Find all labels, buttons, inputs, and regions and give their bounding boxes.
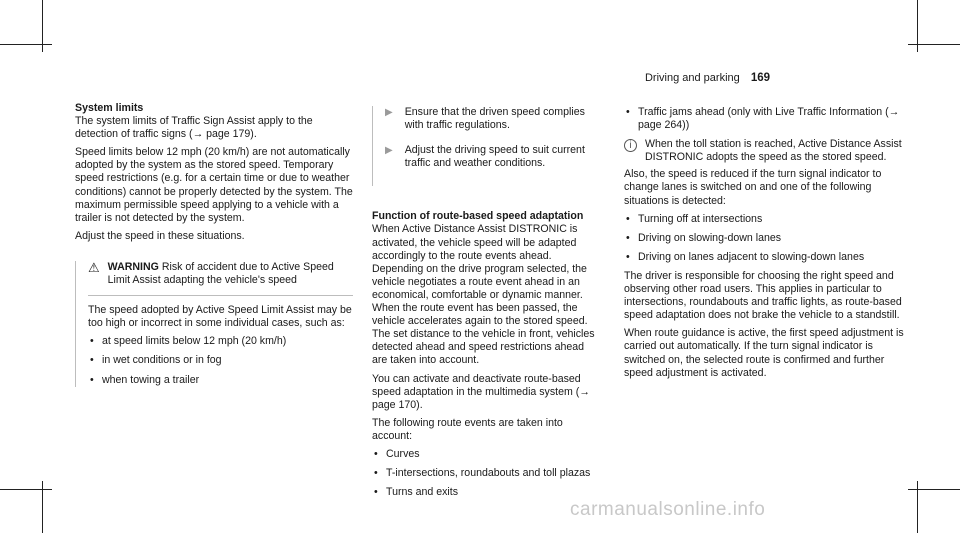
paragraph: You can activate and deactivate route-based speed adaptation in the multimedia system (→ page 170). (372, 372, 590, 411)
list-item: • Curves (372, 448, 602, 461)
crop-mark (908, 489, 960, 490)
crop-mark (42, 0, 43, 52)
watermark: carmanualsonline.info (570, 499, 766, 520)
list-item: • at speed limits below 12 mph (20 km/h) (88, 335, 353, 348)
crop-mark (42, 481, 43, 533)
list-item: • Turns and exits (372, 486, 602, 499)
paragraph: Adjust the speed in these situations. (75, 229, 245, 242)
list-item: • Driving on lanes adjacent to slowing-down lanes (624, 251, 904, 264)
warning-text: Risk of accident due to Active Speed Limit Assist adapting the vehicle's speed (107, 260, 334, 287)
route-events-list-continued (624, 106, 904, 132)
paragraph: The following route events are taken into account: (372, 416, 563, 442)
paragraph: The system limits of Traffic Sign Assist apply to the detection of traffic signs (→ page 179). (75, 115, 313, 141)
warning-triangle-icon: ⚠ (88, 259, 100, 275)
warning-label: WARNING (107, 260, 159, 273)
crop-mark (917, 0, 918, 52)
action-text: Adjust the driving speed to suit current traffic and weather conditions. (404, 144, 585, 170)
warning-header (88, 261, 353, 296)
paragraph: When route guidance is active, the first speed adjustment is carried out automatically. If the turn signal indicator is switched on, the selected route is confirmed and further speed adjustment is activated. (624, 327, 904, 379)
action-step (385, 144, 602, 170)
note-text: When the toll station is reached, Active Distance Assist DISTRONIC adopts the speed as the stored speed. (645, 138, 902, 164)
action-box (372, 106, 602, 186)
list-item: • Traffic jams ahead (only with Live Traffic Information (→ page 264)) (624, 106, 904, 132)
route-events-list (372, 448, 602, 499)
info-note (624, 138, 904, 164)
list-item: • T-intersections, roundabouts and toll plazas (372, 467, 602, 480)
paragraph: Speed limits below 12 mph (20 km/h) are not automatically adopted by the system as the stored speed. Temporary speed restrictions (e.g. for a certain time or due to weather conditions) cannot be properly detected by the system. The maximum permissible speed applying to a vehicle with a trailer is not detected by the system. (75, 146, 353, 224)
action-text: Ensure that the driven speed complies with traffic regulations. (404, 106, 585, 132)
section-title: Driving and parking (644, 72, 740, 84)
crop-mark (908, 44, 960, 45)
list-item: • in wet conditions or in fog (88, 354, 353, 367)
column-left (75, 102, 353, 393)
warning-text-wrap (108, 261, 353, 287)
warning-list (88, 335, 353, 386)
info-icon: i (624, 139, 637, 152)
crop-mark (0, 489, 52, 490)
page-header (645, 72, 770, 84)
play-arrow-icon: ▶ (385, 145, 393, 157)
play-arrow-icon: ▶ (385, 107, 393, 118)
paragraph: Also, the speed is reduced if the turn signal indicator to change lanes is switched on and one of the following situations is detected: (624, 168, 882, 207)
warning-box (75, 261, 353, 387)
column-middle (372, 106, 602, 505)
crop-mark (917, 481, 918, 533)
crop-mark (0, 44, 52, 45)
route-adaptation-heading: Function of route-based speed adaptation (372, 210, 584, 223)
list-item: • Driving on slowing-down lanes (624, 232, 904, 245)
page-number: 169 (750, 72, 770, 84)
list-item: • Turning off at intersections (624, 213, 904, 226)
warning-body: The speed adopted by Active Speed Limit Assist may be too high or incorrect in some individual cases, such as: (88, 304, 352, 330)
list-item: • when towing a trailer (88, 374, 353, 387)
paragraph: When Active Distance Assist DISTRONIC is activated, the vehicle speed will be adapted accordingly to the route events ahead. Depending on the drive program selected, the vehicle negotiates a route event ahead in an economical, comfortable or dynamic manner. When the route event has been passed, the vehicle accelerates again to the stored speed. The set distance to the vehicle in front, vehicles detected ahead and speed restrictions ahead are taken into account. (372, 223, 595, 367)
action-step (385, 106, 602, 132)
paragraph: The driver is responsible for choosing the right speed and observing other road users. This applies in particular to intersections, roundabouts and traffic lights, as route-based speed adaptation does not brake the vehicle to a standstill. (624, 269, 902, 322)
situations-list (624, 213, 904, 264)
column-right (624, 106, 904, 385)
system-limits-heading: System limits (75, 102, 144, 114)
